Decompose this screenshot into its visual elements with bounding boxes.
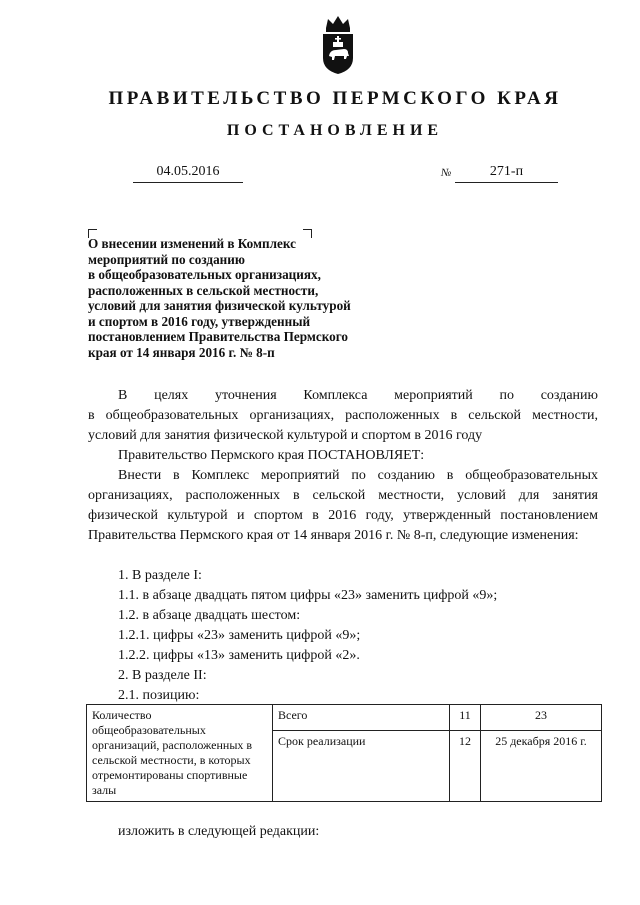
section-2: 2. В разделе II: <box>118 668 207 683</box>
government-title: ПРАВИТЕЛЬСТВО ПЕРМСКОГО КРАЯ <box>108 88 562 109</box>
table-row <box>87 705 602 731</box>
section-1: 1. В разделе I: <box>118 568 202 583</box>
item-1-2: 1.2. в абзаце двадцать шестом: <box>118 608 301 623</box>
intro-paragraph <box>88 386 598 446</box>
final-paragraph: изложить в следующей редакции: <box>118 824 320 839</box>
table-cell-value: 23 <box>481 705 602 731</box>
subject-line: в общеобразовательных организациях, <box>88 267 321 282</box>
intro-first-line: В целях уточнения Комплекса мероприятий по созданию <box>118 388 598 403</box>
subject-line: края от 14 января 2016 г. № 8-п <box>88 344 275 360</box>
table-cell-item: Срок реализации <box>273 731 450 802</box>
subject-line: и спортом в 2016 году, утвержденный <box>88 313 311 329</box>
subject-line: расположенных в сельской местности, <box>88 282 319 298</box>
item-1-2-2: 1.2.2. цифры «13» заменить цифрой «2». <box>118 648 360 663</box>
main-paragraph: Внести в Комплекс мероприятий по созданию в общеобразовательных организациях, расположенных в сельской местности, условий для занятия физической культурой и спортом в 2016 году, утвержденный постановлением Правительства Пермского края от 14 января 2016 г. № 8-п, следующие изменения: <box>88 468 598 543</box>
item-1-2-1: 1.2.1. цифры «23» заменить цифрой «9»; <box>118 628 361 643</box>
subject-line: условий для занятия физической культурой <box>88 298 351 313</box>
table-cell-item: Всего <box>273 705 450 731</box>
perm-krai-coat-of-arms-icon <box>318 14 358 76</box>
subject-line: мероприятий по созданию <box>88 251 245 267</box>
table-cell-num: 11 <box>450 705 481 731</box>
subject-line: О внесении изменений в Комплекс <box>88 236 296 251</box>
item-2-1: 2.1. позицию: <box>118 688 200 703</box>
number-sign: № <box>441 167 452 179</box>
document-type: ПОСТАНОВЛЕНИЕ <box>226 122 444 139</box>
table-cell-indicator: Количество общеобразовательных организаций, расположенных в сельской местности, в которых отремонтированы спортивные залы <box>87 705 273 802</box>
subject-line: постановлением Правительства Пермского <box>88 329 348 344</box>
table-cell-value: 25 декабря 2016 г. <box>481 731 602 802</box>
intro-rest: в общеобразовательных организациях, расположенных в сельской местности, условий для занятия физической культурой и спортом в 2016 году <box>88 408 598 443</box>
position-table <box>86 704 602 802</box>
document-number: 271-п <box>455 164 558 183</box>
government-decrees: Правительство Пермского края ПОСТАНОВЛЯЕТ: <box>118 448 425 463</box>
document-date: 04.05.2016 <box>133 164 243 183</box>
table-cell-num: 12 <box>450 731 481 802</box>
item-1-1: 1.1. в абзаце двадцать пятом цифры «23» заменить цифрой «9»; <box>118 588 498 603</box>
document-subject <box>88 236 408 360</box>
